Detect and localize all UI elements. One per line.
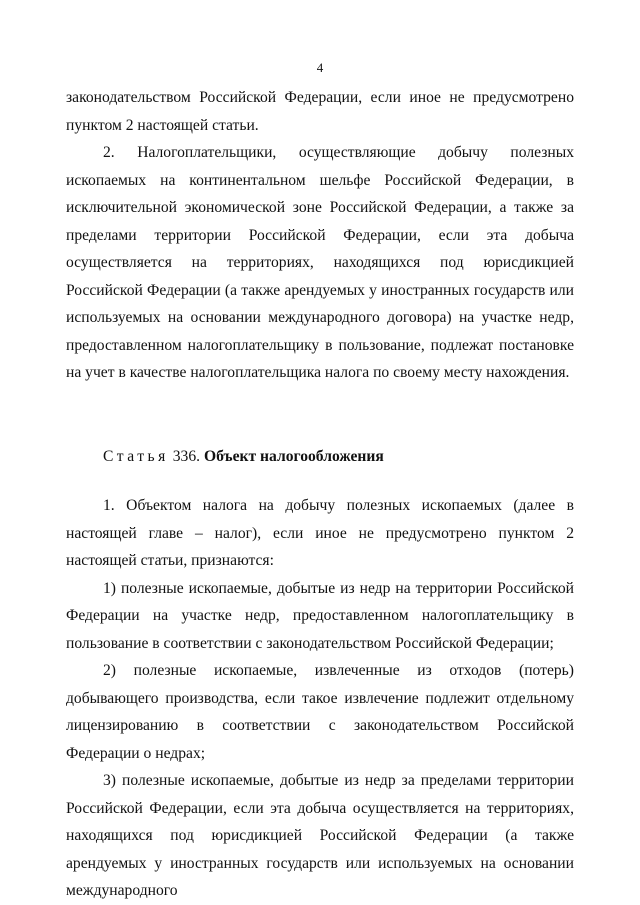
article-title: Объект налогообложения bbox=[203, 447, 384, 465]
paragraph-item-2: 2) полезные ископаемые, извлеченные из отходов (потерь) добывающего производства, если такое извлечение подлежит отдельному лицензированию в соответствии с законодательством Российской Федерации о недрах; bbox=[66, 662, 574, 762]
paragraph-item-3: 3) полезные ископаемые, добытые из недр за пределами территории Российской Федерации, если эта добыча осуществляется на территориях, находящихся под юрисдикцией Российской Федерации (а также арендуемых у иностранных государств или используемых на основании международного bbox=[66, 772, 574, 899]
document-body bbox=[66, 84, 574, 905]
paragraph-clause-2: 2. Налогоплательщики, осуществляющие добычу полезных ископаемых на континентальном шельфе Российской Федерации, в исключительной экономической зоне Российской Федерации, а также за пределами территории Российской Федерации, если эта добыча осуществляется на территориях, находящихся под юрисдикцией Российской Федерации (а также арендуемых у иностранных государств или используемых на основании международного договора) на участке недр, предоставленном налогоплательщику в пользование, подлежат постановке на учет в качестве налогоплательщика налога по своему месту нахождения. bbox=[66, 144, 574, 381]
article-heading bbox=[66, 443, 574, 471]
paragraph-continuation: законодательством Российской Федерации, если иное не предусмотрено пунктом 2 настоящей статьи. bbox=[66, 89, 574, 134]
paragraph-clause-1: 1. Объектом налога на добычу полезных ископаемых (далее в настоящей главе – налог), если иное не предусмотрено пунктом 2 настоящей статьи, признаются: bbox=[66, 497, 574, 569]
article-label: Статья bbox=[103, 447, 169, 465]
paragraph-item-1: 1) полезные ископаемые, добытые из недр на территории Российской Федерации на участке недр, предоставленном налогоплательщику в пользование в соответствии с законодательством Российской Федерации; bbox=[66, 579, 574, 652]
article-number: 336. bbox=[172, 447, 201, 465]
page-number: 4 bbox=[316, 60, 324, 75]
